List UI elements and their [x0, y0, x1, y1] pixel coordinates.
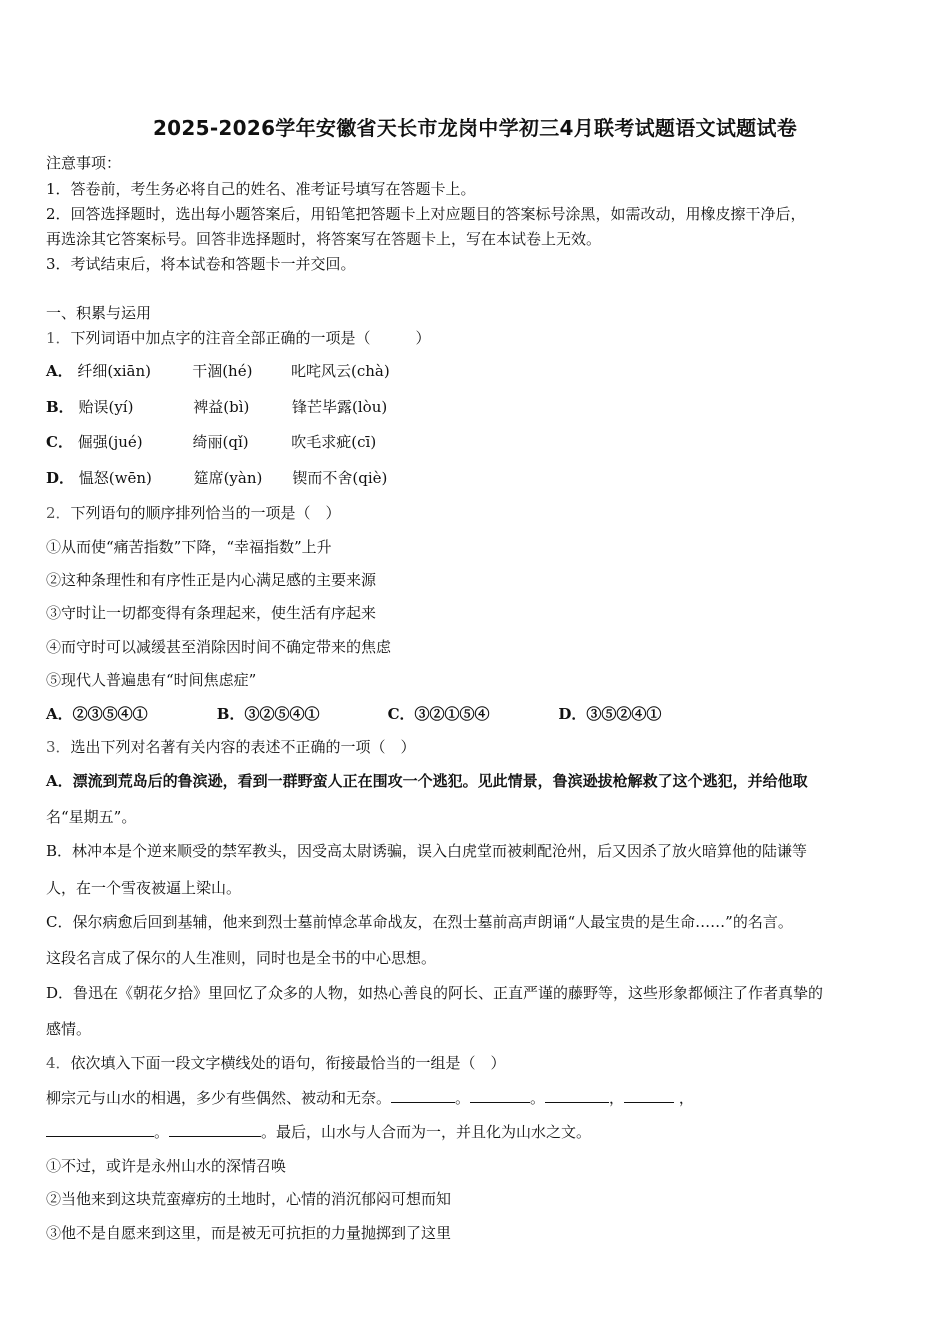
q3-option-d[interactable]: D．鲁迅在《朝花夕拾》里回忆了众多的人物，如热心善良的阿长、正直严谨的藤野等，这些形象都倾注了作者真挚的 [46, 984, 824, 1002]
q2-options [46, 703, 916, 724]
option-label: A． [46, 362, 73, 380]
question-text: 选出下列对名著有关内容的表述不正确的一项（ ） [70, 738, 416, 756]
option-word: 干涸(hé) [192, 362, 253, 380]
q4-passage [46, 1087, 916, 1108]
q2-sentence: ⑤现代人普遍患有“时间焦虑症” [46, 671, 257, 689]
option-word: 愠怒(wēn) [78, 469, 152, 487]
q3-option-b[interactable]: B．林冲本是个逆来顺受的禁军教头，因受高太尉诱骗，误入白虎堂而被刺配沧州，后又因杀了放火暗算他的陆谦等 [46, 842, 808, 860]
option-word: 贻误(yí) [78, 398, 134, 416]
q4-sentence: ②当他来到这块荒蛮瘴疠的土地时，心情的消沉郁闷可想而知 [46, 1190, 452, 1208]
q1-option-b[interactable] [46, 396, 916, 417]
q4-passage-cont [46, 1121, 916, 1142]
option-word: 纤细(xiān) [77, 362, 151, 380]
option-word: 吹毛求疵(cī) [291, 433, 377, 451]
blank-line [391, 1088, 455, 1103]
question-number: 4． [46, 1054, 71, 1072]
option-word: 锲而不舍(qiè) [292, 469, 388, 487]
q1-option-c[interactable] [46, 431, 916, 452]
q2-sentence: ②这种条理性和有序性正是内心满足感的主要来源 [46, 571, 377, 589]
punctuation: 。 [455, 1089, 471, 1107]
blank-line [624, 1088, 674, 1103]
question-number: 1． [46, 329, 71, 347]
q2-option-d[interactable]: D．③⑤②④① [558, 705, 662, 723]
q2-sentence: ①从而使“痛苦指数”下降，“幸福指数”上升 [46, 538, 332, 556]
option-label: C． [46, 433, 73, 451]
punctuation: 。 [530, 1089, 546, 1107]
q1-option-d[interactable] [46, 467, 916, 488]
q1-option-a[interactable] [46, 360, 916, 381]
blank-line [470, 1088, 530, 1103]
option-label: B． [46, 398, 74, 416]
option-label: D． [46, 469, 75, 487]
notice-item: 1．答卷前，考生务必将自己的姓名、准考证号填写在答题卡上。 [46, 180, 476, 198]
question-number: 3． [46, 738, 71, 756]
q2-option-a[interactable]: A．②③⑤④① [46, 705, 148, 723]
option-word: 倔强(jué) [77, 433, 143, 451]
punctuation: ， [609, 1089, 625, 1107]
question-1-stem [46, 327, 916, 348]
q3-option-b-cont: 人，在一个雪夜被逼上梁山。 [46, 879, 242, 897]
q3-option-d-cont: 感情。 [46, 1020, 92, 1038]
passage-text: 。最后，山水与人合而为一，并且化为山水之文。 [261, 1123, 592, 1141]
q3-option-a[interactable]: A．漂流到荒岛后的鲁滨逊，看到一群野蛮人正在围攻一个逃犯。见此情景，鲁滨逊拔枪解救了这个逃犯，并给他取 [46, 772, 808, 790]
punctuation: 。 [154, 1123, 170, 1141]
blank-line [46, 1122, 154, 1137]
q2-sentence: ③守时让一切都变得有条理起来，使生活有序起来 [46, 604, 377, 622]
question-text: 下列词语中加点字的注音全部正确的一项是（ ） [70, 329, 431, 347]
question-text: 下列语句的顺序排列恰当的一项是（ ） [70, 504, 341, 522]
notice-item: 再选涂其它答案标号。回答非选择题时，将答案写在答题卡上，写在本试卷上无效。 [46, 230, 602, 248]
blank-line [545, 1088, 609, 1103]
question-4-stem [46, 1052, 916, 1073]
q3-option-a-cont: 名“星期五”。 [46, 808, 137, 826]
page-title: 2025-2026学年安徽省天长市龙岗中学初三4月联考试题语文试题试卷 [152, 116, 798, 140]
q2-sentence: ④而守时可以减缓甚至消除因时间不确定带来的焦虑 [46, 638, 392, 656]
blank-line [169, 1122, 261, 1137]
question-text: 依次填入下面一段文字横线处的语句，衔接最恰当的一组是（ ） [70, 1054, 506, 1072]
question-3-stem [46, 736, 916, 757]
option-word: 叱咤风云(chà) [290, 362, 390, 380]
q3-option-c[interactable]: C．保尔病愈后回到基辅，他来到烈士墓前悼念革命战友，在烈士墓前高声朗诵“人最宝贵的是生命……”的名言。 [46, 913, 793, 931]
option-word: 筵席(yàn) [193, 469, 263, 487]
q4-sentence: ①不过，或许是永州山水的深情召唤 [46, 1157, 287, 1175]
q2-option-b[interactable]: B．③②⑤④① [216, 705, 320, 723]
passage-text: 柳宗元与山水的相遇，多少有些偶然、被动和无奈。 [46, 1089, 392, 1107]
q2-option-c[interactable]: C．③②①⑤④ [387, 705, 490, 723]
option-word: 裨益(bì) [193, 398, 250, 416]
punctuation: ， [678, 1089, 694, 1107]
q3-option-c-cont: 这段名言成了保尔的人生准则，同时也是全书的中心思想。 [46, 949, 437, 967]
option-word: 绮丽(qǐ) [192, 433, 249, 451]
notice-heading: 注意事项： [46, 154, 122, 172]
option-word: 锋芒毕露(lòu) [292, 398, 388, 416]
question-number: 2． [46, 504, 71, 522]
notice-item: 3．考试结束后，将本试卷和答题卡一并交回。 [46, 255, 356, 273]
question-2-stem [46, 502, 916, 523]
q4-sentence: ③他不是自愿来到这里，而是被无可抗拒的力量抛掷到了这里 [46, 1224, 452, 1242]
notice-item: 2．回答选择题时，选出每小题答案后，用铅笔把答题卡上对应题目的答案标号涂黑，如需改动，用橡皮擦干净后， [46, 205, 806, 223]
section-heading: 一、积累与运用 [46, 304, 152, 322]
